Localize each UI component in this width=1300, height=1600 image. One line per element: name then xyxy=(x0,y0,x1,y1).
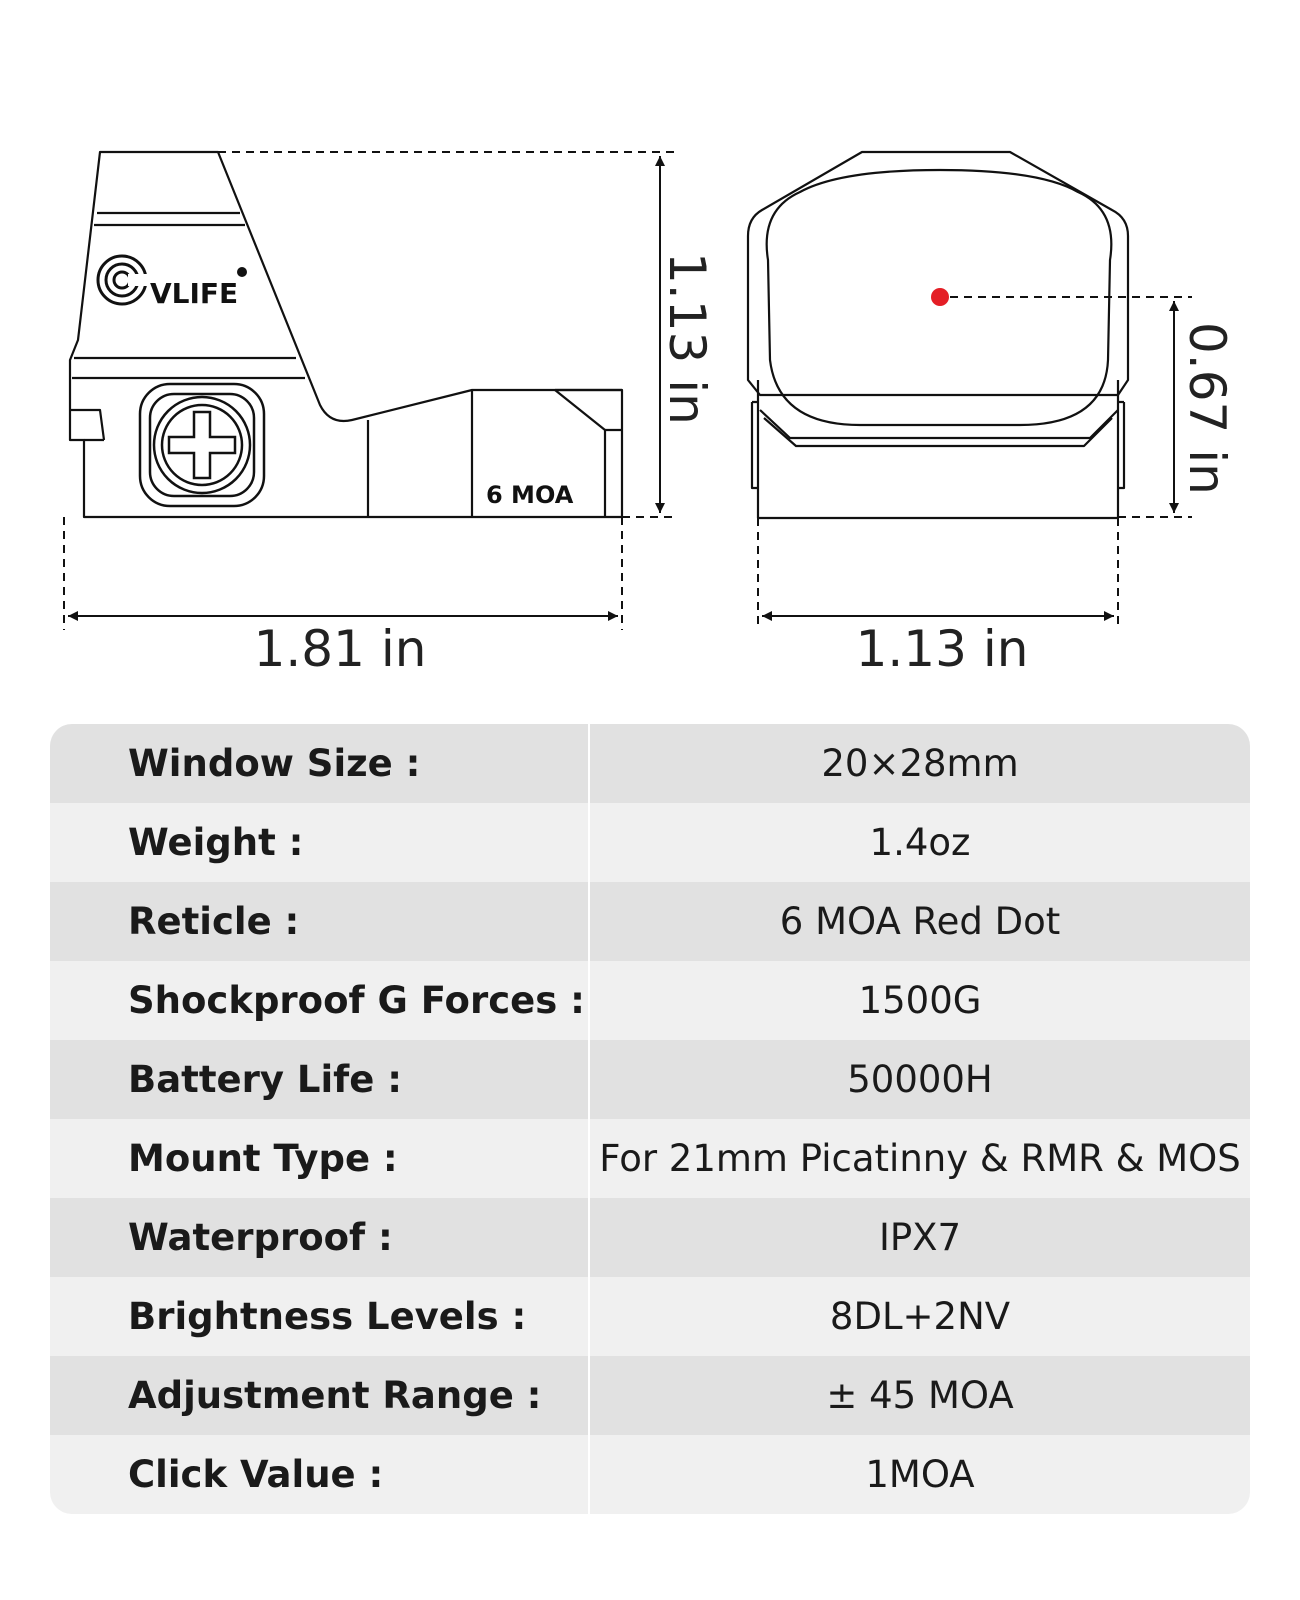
spec-label: Reticle : xyxy=(50,882,590,961)
spec-row-waterproof xyxy=(50,1198,1250,1277)
side-height-label: 1.13 in xyxy=(658,252,716,425)
spec-label: Click Value : xyxy=(50,1435,590,1514)
spec-label: Battery Life : xyxy=(50,1040,590,1119)
spec-row-shockproof xyxy=(50,961,1250,1040)
side-view-outline xyxy=(70,152,622,517)
spec-label: Shockproof G Forces : xyxy=(50,961,590,1040)
spec-row-weight xyxy=(50,803,1250,882)
side-length-label: 1.81 in xyxy=(253,620,427,678)
spec-value: ± 45 MOA xyxy=(826,1374,1014,1417)
spec-row-click-value xyxy=(50,1435,1250,1514)
spec-row-brightness-levels xyxy=(50,1277,1250,1356)
spec-value: 20×28mm xyxy=(821,742,1019,785)
spec-row-window-size xyxy=(50,724,1250,803)
spec-value: 1500G xyxy=(858,979,982,1022)
spec-value: 8DL+2NV xyxy=(829,1295,1011,1338)
dot-height-dimension xyxy=(950,297,1192,517)
spec-label: Brightness Levels : xyxy=(50,1277,590,1356)
spec-row-battery-life xyxy=(50,1040,1250,1119)
front-width-label: 1.13 in xyxy=(855,620,1029,678)
front-view-outline xyxy=(748,152,1128,518)
spec-value: 1.4oz xyxy=(869,821,971,864)
dimension-diagram xyxy=(0,0,1300,700)
spec-table xyxy=(50,724,1250,1514)
spec-row-mount-type xyxy=(50,1119,1250,1198)
spec-label: Window Size : xyxy=(50,724,590,803)
red-dot-icon xyxy=(931,288,949,306)
logo-text: VLIFE xyxy=(150,277,239,310)
spec-value: 1MOA xyxy=(865,1453,975,1496)
dot-height-label: 0.67 in xyxy=(1178,322,1236,495)
adjustment-button-icon xyxy=(140,384,264,506)
spec-label: Waterproof : xyxy=(50,1198,590,1277)
spec-label: Adjustment Range : xyxy=(50,1356,590,1435)
spec-value: IPX7 xyxy=(878,1216,962,1259)
spec-value: 50000H xyxy=(847,1058,993,1101)
spec-row-reticle xyxy=(50,882,1250,961)
front-width-dimension xyxy=(758,518,1118,630)
moa-marking: 6 MOA xyxy=(486,481,574,509)
spec-label: Mount Type : xyxy=(50,1119,590,1198)
side-length-dimension xyxy=(64,517,622,630)
spec-value: 6 MOA Red Dot xyxy=(779,900,1061,943)
spec-row-adjustment-range xyxy=(50,1356,1250,1435)
side-height-dimension xyxy=(218,152,676,517)
spec-label: Weight : xyxy=(50,803,590,882)
spec-value: For 21mm Picatinny & RMR & MOS xyxy=(599,1137,1241,1180)
